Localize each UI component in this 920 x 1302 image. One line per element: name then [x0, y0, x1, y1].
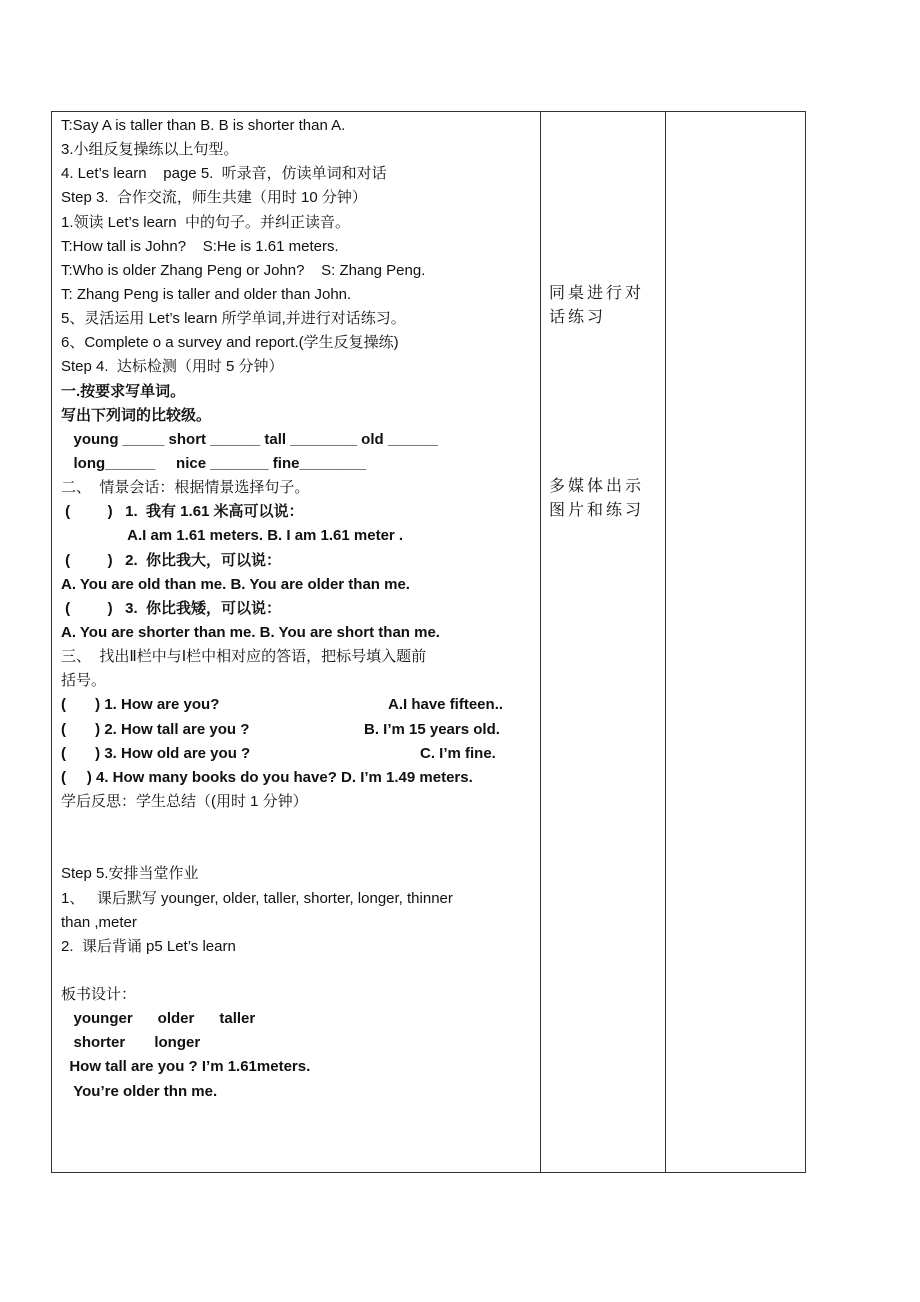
- text-line: 写出下列词的比较级。: [61, 406, 212, 424]
- text-line: T:Say A is taller than B. B is shorter than A.: [61, 117, 346, 134]
- text-line: 3.小组反复操练以上句型。: [61, 141, 239, 159]
- board-design-heading: 板书设计：: [61, 986, 137, 1004]
- text-line: T: Zhang Peng is taller and older than John.: [61, 285, 352, 303]
- fill-blank-line: young _____ short ______ tall ________ old ______: [61, 430, 438, 448]
- match-answer: A.I have fifteen..: [388, 696, 504, 714]
- question-line: ( ) 2. 你比我大，可以说：: [61, 551, 282, 569]
- question-line: ( ) 3. 你比我矮，可以说：: [61, 599, 282, 617]
- options-line: A. You are old than me. B. You are older than me.: [61, 575, 410, 593]
- board-line: shorter longer: [61, 1034, 201, 1052]
- exercise-2-heading: 二、 情景会话：根据情景选择句子。: [61, 479, 310, 497]
- text-line: 括号。: [61, 672, 107, 690]
- match-answer: C. I’m fine.: [420, 744, 496, 762]
- text-line: T:How tall is John? S:He is 1.61 meters.: [61, 237, 339, 255]
- text-line: 1.领读 Let’s learn 中的句子。并纠正读音。: [61, 213, 350, 231]
- step-3-heading: Step 3. 合作交流，师生共建（用时 10 分钟）: [61, 189, 367, 207]
- text-line: 4. Let’s learn page 5. 听录音，仿读单词和对话: [61, 165, 387, 183]
- board-line: younger older taller: [61, 1010, 256, 1028]
- step-5-heading: Step 5.安排当堂作业: [61, 865, 199, 883]
- lesson-plan-table: [51, 111, 806, 1173]
- fill-blank-line: long______ nice _______ fine________: [61, 454, 367, 472]
- text-line: 1、 课后默写 younger, older, taller, shorter, longer, thinner: [61, 889, 453, 907]
- step-4-heading: Step 4. 达标检测（用时 5 分钟）: [61, 358, 284, 376]
- text-line: than ,meter: [61, 913, 137, 931]
- text-line: T:Who is older Zhang Peng or John? S: Zhang Peng.: [61, 261, 426, 279]
- column-divider: [665, 112, 666, 1172]
- text-line: 2. 课后背诵 p5 Let’s learn: [61, 937, 236, 955]
- match-row: [61, 742, 539, 766]
- match-answer: B. I’m 15 years old.: [364, 720, 500, 738]
- options-line: A.I am 1.61 meters. B. I am 1.61 meter .: [61, 527, 404, 545]
- match-row: [61, 718, 539, 742]
- reflection-line: 学后反思：学生总结（(用时 1 分钟）: [61, 792, 308, 810]
- exercise-1-heading: 一.按要求写单词。: [61, 382, 186, 400]
- text-line: 6、Complete o a survey and report.(学生反复操练): [61, 334, 399, 352]
- options-line: A. You are shorter than me. B. You are short than me.: [61, 623, 440, 641]
- match-row: [61, 693, 539, 717]
- board-line: You’re older thn me.: [61, 1082, 218, 1100]
- teaching-process-column: [61, 114, 539, 1104]
- match-question: ( ) 1. How are you?: [61, 696, 220, 714]
- column-divider: [540, 112, 541, 1172]
- text-line: 5、灵活运用 Let’s learn 所学单词,并进行对话练习。: [61, 310, 406, 328]
- exercise-3-heading: 三、 找出Ⅱ栏中与Ⅰ栏中相对应的答语，把标号填入题前: [61, 648, 427, 666]
- question-line: ( ) 1. 我有 1.61 米高可以说：: [61, 503, 304, 521]
- match-question: ( ) 3. How old are you ?: [61, 744, 251, 762]
- match-question: ( ) 2. How tall are you ?: [61, 720, 250, 738]
- board-line: How tall are you ? I’m 1.61meters.: [61, 1058, 311, 1076]
- activity-note: 同桌进行对话练习: [549, 285, 645, 326]
- match-row: ( ) 4. How many books do you have? D. I’m 1.49 meters.: [61, 768, 473, 786]
- activity-note: 多媒体出示图片和练习: [549, 478, 645, 519]
